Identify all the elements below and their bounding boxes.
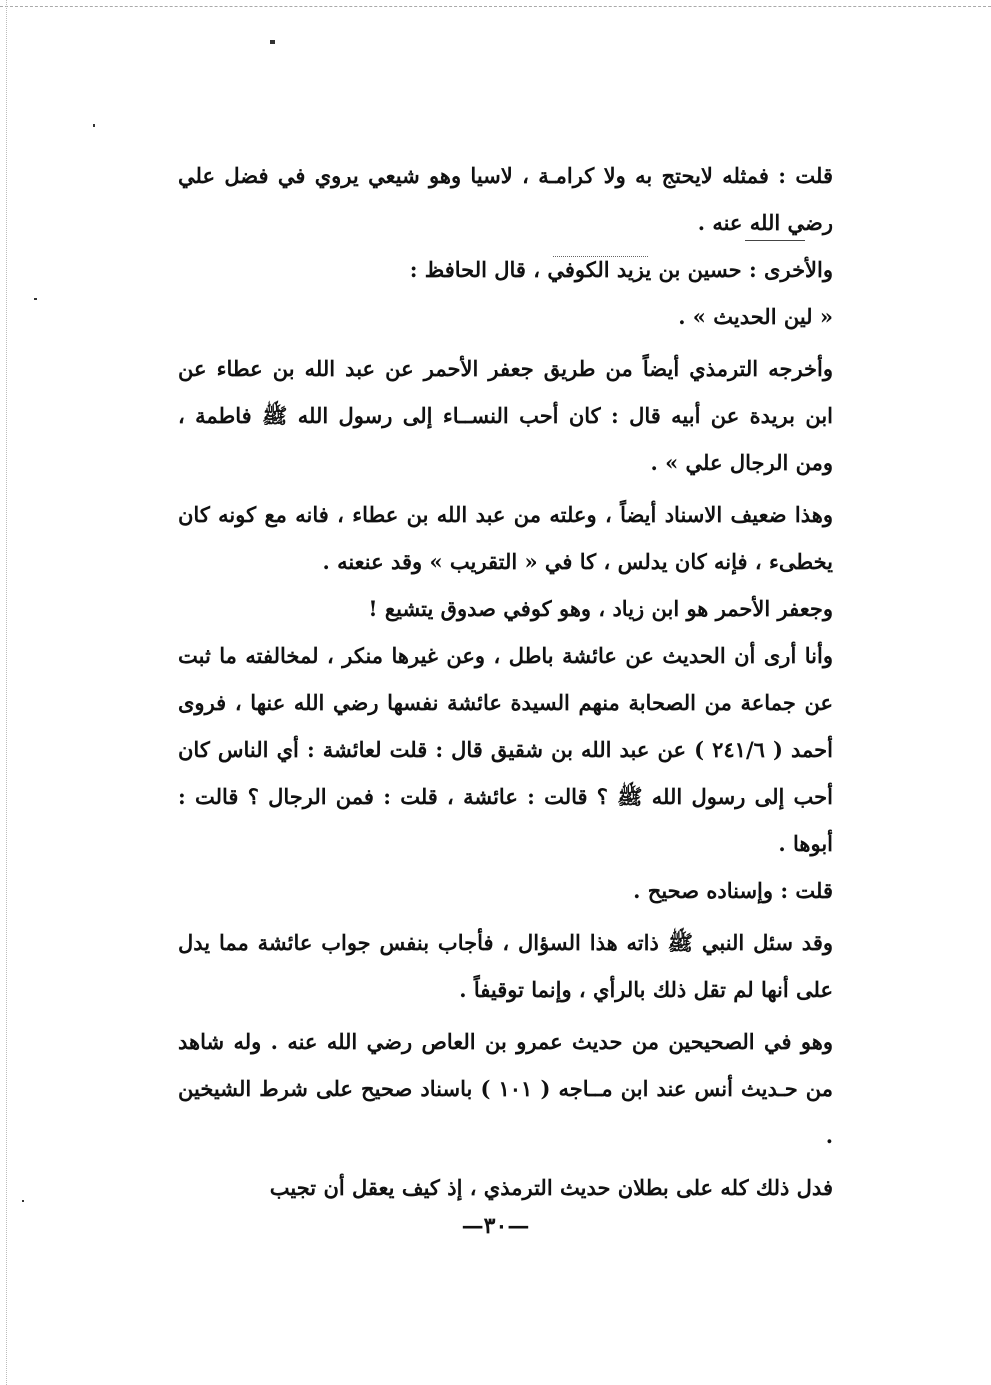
paragraph: وهو في الصحيحين من حديث عمرو بن العاص رضي الله عنه . وله شاهد من حـديث أنس عند ابن مــاجه ( ١٠١ ) باسناد صحيح على شرط الشيخين . — [178, 1029, 834, 1148]
body-text — [178, 152, 833, 1211]
page-top-edge — [0, 6, 991, 7]
quote-line: « لين الحديث » . — [678, 304, 833, 329]
page-left-edge — [6, 0, 7, 1385]
paragraph: قلت : وإسناده صحيح . — [633, 878, 833, 903]
page-number: —٣٠— — [461, 1213, 530, 1239]
paragraph: وجعفر الأحمر هو ابن زياد ، وهو كوفي صدوق يتشيع ! — [368, 596, 833, 621]
scan-speck — [34, 298, 37, 300]
scan-speck — [270, 40, 275, 44]
paragraph: والأخرى : حسين بن يزيد الكوفي ، قال الحافظ : — [409, 257, 833, 282]
paragraph: وأخرجه الترمذي أيضاً من طريق جعفر الأحمر عن عبد الله بن عطاء عن ابن بريدة عن أبيه قال : كان أحب النســاء إلى رسول الله ﷺ فاطمة ، ومن الرجال علي » . — [178, 356, 833, 475]
paragraph: وأنا أرى أن الحديث عن عائشة باطل ، وعن غيرها منكر ، لمخالفته ما ثبت عن جماعة من الصحابة منهم السيدة عائشة نفسها رضي الله عنها ، فروى أحمد ( ٢٤١/٦ ) عن عبد الله بن شقيق قال : قلت لعائشة : أي الناس كان أحب إلى رسول الله ﷺ ؟ قالت : عائشة ، قلت : فمن الرجال ؟ قالت : أبوها . — [178, 643, 833, 856]
paragraph: قلت : فمثله لايحتج به ولا كرامـة ، لاسيا وهو شيعي يروي في فضل علي رضي الله عنه . — [178, 163, 833, 235]
scan-speck — [93, 124, 95, 127]
paragraph: وهذا ضعيف الاسناد أيضاً ، وعلته من عبد الله بن عطاء ، فانه مع كونه كان يخطىء ، فإنه كان يدلس ، كا في « التقريب » وقد عنعنه . — [178, 502, 833, 574]
paragraph: وقد سئل النبي ﷺ ذاته هذا السؤال ، فأجاب بنفس جواب عائشة مما يدل على أنها لم تقل ذلك بالرأي ، وإنما توقيفاً . — [178, 930, 833, 1002]
scan-speck — [22, 1200, 24, 1202]
paragraph: فدل ذلك كله على بطلان حديث الترمذي ، إذ كيف يعقل أن تجيب — [269, 1175, 833, 1200]
